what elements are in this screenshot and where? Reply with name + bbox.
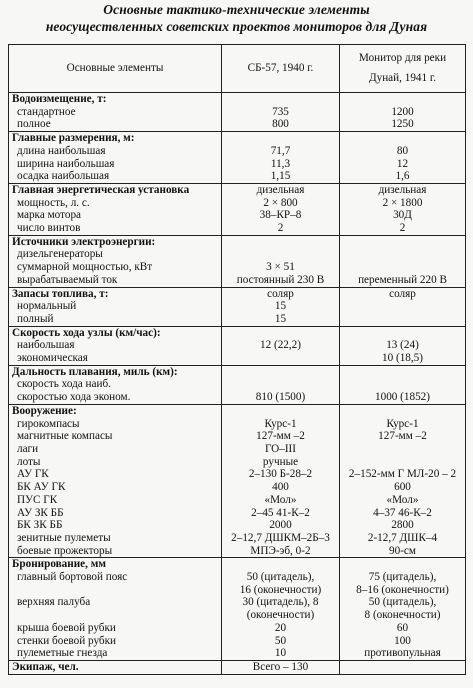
table-row [9,545,466,558]
table-section-row [9,404,466,417]
value-sb57: 2 × 800 [222,197,340,210]
row-label: верхняя палуба [9,596,222,609]
row-label: дизельгенераторы [9,248,222,261]
value-sb57: 400 [222,481,340,494]
row-label: стенки боевой рубки [9,635,222,648]
value-sb57 [222,93,340,106]
value-sb57: 800 [222,118,340,131]
value-danube: 90-см [340,545,466,558]
value-danube: дизельная [340,183,466,196]
value-danube: переменный 220 В [340,274,466,287]
row-label: гирокомпасы [9,418,222,431]
table-row [9,596,466,609]
table-section-row [9,365,466,378]
value-sb57: соляр [222,287,340,300]
row-label: ширина наибольшая [9,158,222,171]
value-danube: 127-мм –2 [340,430,466,443]
row-label: нормальный [9,300,222,313]
value-danube: 4–37 46-К–2 [340,507,466,520]
table-row [9,106,466,119]
value-sb57: 1,15 [222,170,340,183]
value-danube [340,404,466,417]
header-danube-line-1: Монитор для реки [358,52,447,64]
table-row [9,622,466,635]
table-row [9,274,466,287]
value-danube [340,456,466,469]
value-danube: 2 × 1800 [340,197,466,210]
value-danube: 13 (24) [340,339,466,352]
row-label: вырабатываемый ток [9,274,222,287]
value-sb57 [222,404,340,417]
header-danube-line-2: Дунай, 1941 г. [368,72,437,84]
table-row [9,313,466,326]
value-danube: Курс-1 [340,418,466,431]
value-sb57: 16 (оконечности) [222,584,340,597]
table-section-row [9,558,466,571]
value-sb57: 3 × 51 [222,261,340,274]
section-label: Водоизмещение, т: [9,93,222,106]
row-label: мощность, л. с. [9,197,222,210]
table-row [9,418,466,431]
table-row [9,494,466,507]
table-body [9,93,466,675]
table-row [9,145,466,158]
value-sb57: «Мол» [222,494,340,507]
value-danube: 10 (18,5) [340,352,466,365]
value-danube: «Мол» [340,494,466,507]
value-sb57: ГО–III [222,443,340,456]
table-row [9,519,466,532]
row-label: боевые прожекторы [9,545,222,558]
table-row [9,118,466,131]
document-title [0,1,473,35]
table-row [9,584,466,597]
value-danube: 2-12,7 ДШК–4 [340,532,466,545]
table-header-row [9,45,466,93]
section-label: Скорость хода узлы (км/час): [9,326,222,339]
row-label: экономическая [9,352,222,365]
table-row [9,339,466,352]
row-label: лаги [9,443,222,456]
value-danube [340,378,466,391]
value-sb57: 2–12,7 ДШКМ–2Б–3 [222,532,340,545]
section-label: Запасы топлива, т: [9,287,222,300]
value-sb57: 30 (цитадель), 8 [222,596,340,609]
row-label: АУ ЗК ББ [9,507,222,520]
table-row [9,248,466,261]
value-sb57 [222,352,340,365]
table-row [9,158,466,171]
value-danube: 1200 [340,106,466,119]
value-danube [340,443,466,456]
row-label: марка мотора [9,209,222,222]
table-section-row [9,235,466,248]
row-label: лоты [9,456,222,469]
table-row [9,378,466,391]
row-label: полное [9,118,222,131]
table-row [9,352,466,365]
value-sb57: 810 (1500) [222,391,340,404]
value-sb57 [222,248,340,261]
value-sb57: 15 [222,313,340,326]
value-sb57: 50 (цитадель), [222,571,340,584]
table-section-row [9,326,466,339]
value-danube [340,313,466,326]
value-sb57: 20 [222,622,340,635]
row-label: осадка наибольшая [9,170,222,183]
row-label: число винтов [9,222,222,235]
table-row [9,300,466,313]
table-section-row [9,183,466,196]
section-label: Вооружение: [9,404,222,417]
value-danube [340,235,466,248]
table-row [9,391,466,404]
value-danube: 12 [340,158,466,171]
value-danube: 100 [340,635,466,648]
value-sb57: Курс-1 [222,418,340,431]
value-sb57: 12 (22,2) [222,339,340,352]
row-label: БК ЗК ББ [9,519,222,532]
value-danube [340,558,466,571]
value-danube: 2 [340,222,466,235]
value-sb57: 127-мм –2 [222,430,340,443]
value-danube: 50 (цитадель), [340,596,466,609]
table-section-row [9,93,466,106]
value-danube: 30Д [340,209,466,222]
value-sb57: постоянный 230 В [222,274,340,287]
value-sb57: дизельная [222,183,340,196]
value-sb57: 2 [222,222,340,235]
value-danube [340,300,466,313]
value-sb57 [222,558,340,571]
row-label: магнитные компасы [9,430,222,443]
table-row [9,647,466,660]
table-row [9,222,466,235]
value-danube: 1000 (1852) [340,391,466,404]
value-sb57: МПЭ-эб, 0-2 [222,545,340,558]
value-sb57: Всего – 130 [222,660,340,674]
value-sb57: 50 [222,635,340,648]
section-label: Главная энергетическая установка [9,183,222,196]
row-label: длина наибольшая [9,145,222,158]
row-label: скоростью хода эконом. [9,391,222,404]
value-sb57: ручные [222,456,340,469]
value-danube: 60 [340,622,466,635]
row-label: полный [9,313,222,326]
title-line-1: Основные тактико-технические элементы [103,2,370,17]
header-elements: Основные элементы [9,45,222,93]
row-label: стандартное [9,106,222,119]
specs-table [8,44,466,675]
value-sb57: 735 [222,106,340,119]
value-sb57: 15 [222,300,340,313]
row-label: ПУС ГК [9,494,222,507]
row-label: крыша боевой рубки [9,622,222,635]
table-row [9,430,466,443]
value-danube: 8 (оконечности) [340,609,466,622]
row-label [9,584,222,597]
value-danube [340,261,466,274]
section-label: Дальность плавания, миль (км): [9,365,222,378]
table-row [9,456,466,469]
value-sb57: 38–КР–8 [222,209,340,222]
table-row [9,481,466,494]
row-label: главный бортовой пояс [9,571,222,584]
row-label: АУ ГК [9,468,222,481]
table-row [9,571,466,584]
value-danube [340,660,466,674]
value-danube: 1250 [340,118,466,131]
value-danube: 1,6 [340,170,466,183]
table-row [9,209,466,222]
section-label: Бронирование, мм [9,558,222,571]
row-label: зенитные пулеметы [9,532,222,545]
value-danube: 75 (цитадель), [340,571,466,584]
header-danube-monitor [340,45,466,93]
value-danube: соляр [340,287,466,300]
value-sb57 [222,365,340,378]
row-label: пулеметные гнезда [9,647,222,660]
value-danube: противопульная [340,647,466,660]
value-sb57: 2000 [222,519,340,532]
table-row [9,609,466,622]
value-sb57 [222,235,340,248]
row-label: суммарной мощностью, кВт [9,261,222,274]
section-label: Главные размерения, м: [9,132,222,145]
table-section-row [9,660,466,674]
row-label: скорость хода наиб. [9,378,222,391]
table-row [9,443,466,456]
value-danube: 2–152-мм Г МЛ-20 – 2 [340,468,466,481]
value-danube [340,132,466,145]
value-sb57 [222,326,340,339]
table-row [9,507,466,520]
header-sb57: СБ-57, 1940 г. [222,45,340,93]
value-sb57 [222,132,340,145]
row-label: наибольшая [9,339,222,352]
value-sb57: 10 [222,647,340,660]
value-danube: 600 [340,481,466,494]
row-label: БК АУ ГК [9,481,222,494]
row-label [9,609,222,622]
value-danube [340,93,466,106]
value-sb57: 2–130 Б-28–2 [222,468,340,481]
value-danube [340,248,466,261]
table-row [9,532,466,545]
table-row [9,635,466,648]
value-sb57: 71,7 [222,145,340,158]
value-danube: 2800 [340,519,466,532]
value-danube: 80 [340,145,466,158]
value-danube: 8–16 (оконечности) [340,584,466,597]
value-danube [340,326,466,339]
table-row [9,197,466,210]
value-danube [340,365,466,378]
table-row [9,468,466,481]
section-label: Экипаж, чел. [9,660,222,674]
value-sb57: 2–45 41-К–2 [222,507,340,520]
table-section-row [9,132,466,145]
table-row [9,170,466,183]
table-section-row [9,287,466,300]
value-sb57 [222,378,340,391]
value-sb57: 11,3 [222,158,340,171]
value-sb57: (оконечности) [222,609,340,622]
table-row [9,261,466,274]
title-line-2: неосуществленных советских проектов мониторов для Дуная [45,19,428,34]
section-label: Источники электроэнергии: [9,235,222,248]
